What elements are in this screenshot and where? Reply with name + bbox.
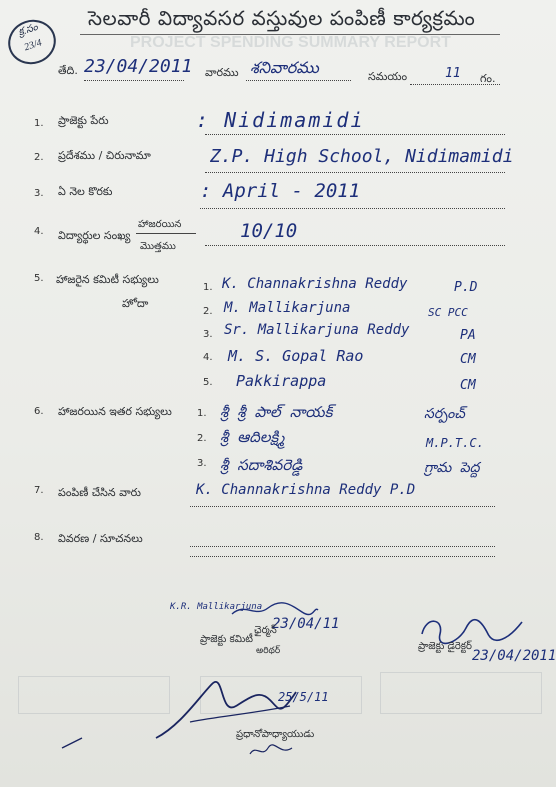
- other-role: సర్పంచ్: [424, 406, 465, 422]
- stamp-bottom-text: 23/4: [22, 37, 44, 54]
- background-header: PROJECT SPENDING SUMMARY REPORT: [130, 34, 451, 51]
- others-number: 6.: [34, 406, 44, 417]
- field-rule: [205, 245, 505, 246]
- remarks-rule-2: [190, 556, 495, 557]
- other-name: శ్రీ సదాశివరెడ్డి: [220, 456, 303, 474]
- field-label-location: ప్రదేశము / చిరునామా: [58, 149, 151, 162]
- date-label: తేది.: [58, 64, 78, 77]
- margin-mark: [60, 736, 84, 750]
- other-role: గ్రామ పెద్ద: [424, 460, 480, 476]
- stamp-top-text: క్ర.సం: [17, 21, 40, 39]
- member-name: Sr. Mallikarjuna Reddy: [224, 322, 410, 338]
- bottom-signature-date: 25/5/11: [278, 690, 329, 704]
- day-label: వారము: [205, 66, 239, 79]
- field-number: 1.: [34, 118, 44, 129]
- other-role: M.P.T.C.: [426, 436, 484, 450]
- time-suffix: గం.: [480, 72, 496, 85]
- member-number: 4.: [203, 352, 213, 363]
- right-signature-label: ప్రాజెక్టు డైరెక్టర్: [418, 641, 472, 652]
- day-rule: [246, 80, 351, 81]
- time-label: సమయం: [368, 70, 408, 83]
- field-value-location: Z.P. High School, Nidimamidi: [210, 146, 514, 167]
- left-signature-sub: అరిథర్: [256, 646, 281, 656]
- remarks-label: వివరణ / సూచనలు: [58, 532, 143, 545]
- left-signature-label: ప్రాజెక్టు కమిటీ: [200, 634, 253, 645]
- field-label-month: ఏ నెల కొరకు: [58, 185, 113, 198]
- field-rule: [205, 172, 505, 173]
- field-value-month: : April - 2011: [200, 180, 361, 202]
- other-number: 2.: [197, 433, 207, 444]
- other-number: 3.: [197, 458, 207, 469]
- field-rule: [200, 208, 505, 209]
- field-label-project: ప్రాజెక్టు పేరు: [58, 114, 109, 127]
- member-role: SC PCC: [428, 306, 468, 319]
- students-total-label: మొత్తము: [140, 241, 176, 252]
- distributor-rule: [190, 506, 495, 507]
- field-rule: [205, 134, 505, 135]
- other-name: శ్రీ ఆదిలక్ష్మి: [220, 428, 285, 446]
- bottom-signature-label: ప్రధానోపాధ్యాయుడు: [236, 729, 315, 740]
- other-number: 1.: [197, 408, 207, 419]
- member-role: CM: [460, 378, 476, 393]
- others-label: హాజరయిన ఇతర సభ్యులు: [58, 405, 172, 418]
- committee-number: 5.: [34, 273, 44, 284]
- field-number: 2.: [34, 152, 44, 163]
- member-number: 1.: [203, 282, 213, 293]
- field-label-students: విద్యార్థుల సంఖ్య: [58, 229, 131, 242]
- member-number: 2.: [203, 306, 213, 317]
- field-value-project: : Nidimamidi: [196, 108, 365, 132]
- member-name: Pakkirappa: [236, 372, 327, 390]
- students-present-label: హాజరయిన: [138, 219, 182, 230]
- field-number: 4.: [34, 226, 44, 237]
- background-block: [18, 676, 170, 714]
- distributor-number: 7.: [34, 485, 44, 496]
- member-number: 3.: [203, 329, 213, 340]
- member-role: P.D: [454, 280, 478, 295]
- committee-label: హాజరైన కమిటీ సభ్యులు: [56, 273, 159, 286]
- right-signature-date: 23/04/2011: [472, 648, 556, 664]
- distributor-value: K. Channakrishna Reddy P.D: [196, 482, 416, 498]
- field-value-students: 10/10: [240, 220, 298, 242]
- member-role: CM: [460, 352, 476, 367]
- students-fraction-line: [136, 233, 196, 234]
- time-value: 11: [445, 66, 461, 81]
- left-signature-role: ఛైర్మన్: [254, 625, 277, 636]
- background-block: [380, 672, 542, 714]
- other-name: శ్రీ శ్రీ పాల్ నాయక్: [220, 403, 333, 421]
- form-title: సెలవారీ విద్యావసర వస్తువుల పంపిణీ కార్యక్రమం: [88, 6, 476, 30]
- title-underline: [80, 34, 500, 35]
- date-rule: [84, 80, 184, 81]
- remarks-rule-1: [190, 546, 495, 547]
- bottom-initials-scribble: [248, 742, 294, 760]
- day-value: శనివారము: [250, 58, 319, 77]
- member-name: M. S. Gopal Rao: [228, 347, 364, 365]
- member-name: K. Channakrishna Reddy: [222, 276, 408, 292]
- date-value: 23/04/2011: [84, 56, 193, 77]
- left-signature-name: K.R. Mallikarjuna: [170, 602, 263, 612]
- member-name: M. Mallikarjuna: [224, 300, 351, 316]
- left-signature-date: 23/04/11: [272, 616, 340, 632]
- member-role: PA: [460, 328, 476, 343]
- field-number: 3.: [34, 188, 44, 199]
- member-number: 5.: [203, 377, 213, 388]
- remarks-number: 8.: [34, 532, 44, 543]
- committee-sub-label: హోదా: [122, 297, 149, 310]
- distributor-label: పంపిణీ చేసిన వారు: [58, 486, 141, 499]
- time-rule: [410, 84, 500, 85]
- serial-stamp: [2, 14, 61, 71]
